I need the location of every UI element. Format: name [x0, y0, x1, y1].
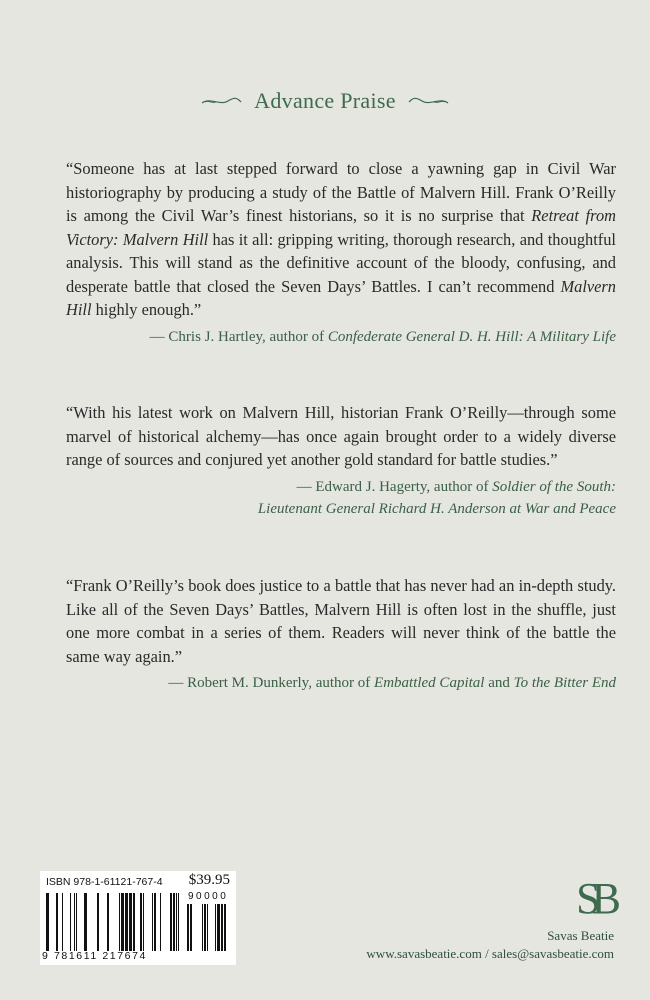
attribution-joiner: and [484, 675, 514, 691]
quote-attribution [66, 672, 616, 694]
isbn-number: ISBN 978-1-61121-767-4 [46, 876, 163, 888]
left-swash-ornament [200, 94, 242, 108]
right-swash-ornament [408, 94, 450, 108]
quote-attribution [66, 326, 616, 348]
attribution-work: Embattled Capital [374, 675, 485, 691]
quote-italic-title: Retreat from Victory: Malvern Hill [66, 206, 616, 249]
attribution-work: Confederate General D. H. Hill: A Military Life [327, 328, 616, 345]
praise-quote-hagerty [66, 401, 616, 520]
quote-segment: “Someone has at last stepped forward to close a yawning gap in Civil War historiography by producing a study of the Battle of Malvern Hill. Frank O’Reilly is among the Civil War’s finest historians, so it is no surprise that [66, 159, 616, 225]
praise-quote-dunkerly [66, 574, 616, 694]
price-code: 90000 [188, 891, 229, 902]
isbn-barcode [40, 871, 236, 965]
quote-attribution [66, 476, 616, 520]
praise-quote-hartley [66, 157, 616, 348]
heading-title: Advance Praise [254, 88, 396, 113]
quote-text: “Frank O’Reilly’s book does justice to a battle that has never had an in-depth study. Like all of the Seven Days’ Battles, Malvern Hill is often lost in the shuffle, just one more combat in a series of them. Readers will never think of the battle the same way again.” [66, 576, 616, 666]
attribution-author: — Chris J. Hartley, author of [149, 328, 328, 345]
quote-segment: highly enough.” [91, 300, 202, 319]
publisher-logo: SB [576, 874, 612, 923]
price-label: $39.95 [188, 872, 230, 888]
quote-italic-title: Malvern Hill [66, 276, 616, 319]
barcode-addon-bars [187, 904, 231, 951]
attribution-work: Soldier of the South: [492, 478, 616, 495]
attribution-work-2: To the Bitter End [513, 675, 616, 691]
barcode-digits: 9 781611 217674 [42, 950, 147, 962]
quote-segment: has it all: gripping writing, thorough research, and thoughtful analysis. This will stand as the definitive account of the bloody, confusing, and desperate battle that closed the Seven Days’ Battles. I can’t recommend [66, 229, 616, 296]
barcode-bars [46, 893, 182, 951]
attribution-author: — Robert M. Dunkerly, author of [168, 675, 375, 691]
quote-text [66, 157, 616, 322]
quote-text: “With his latest work on Malvern Hill, historian Frank O’Reilly—through some marvel of historical alchemy—has once again brought order to a widely diverse range of sources and conjured yet another gold standard for battle studies.” [66, 403, 616, 469]
attribution-work-line2: Lieutenant General Richard H. Anderson at War and Peace [257, 500, 616, 517]
publisher-contact[interactable]: www.savasbeatie.com / sales@savasbeatie.com [366, 946, 614, 961]
publisher-name: Savas Beatie [547, 928, 614, 943]
advance-praise-heading [0, 88, 650, 114]
attribution-author: — Edward J. Hagerty, author of [296, 478, 493, 495]
